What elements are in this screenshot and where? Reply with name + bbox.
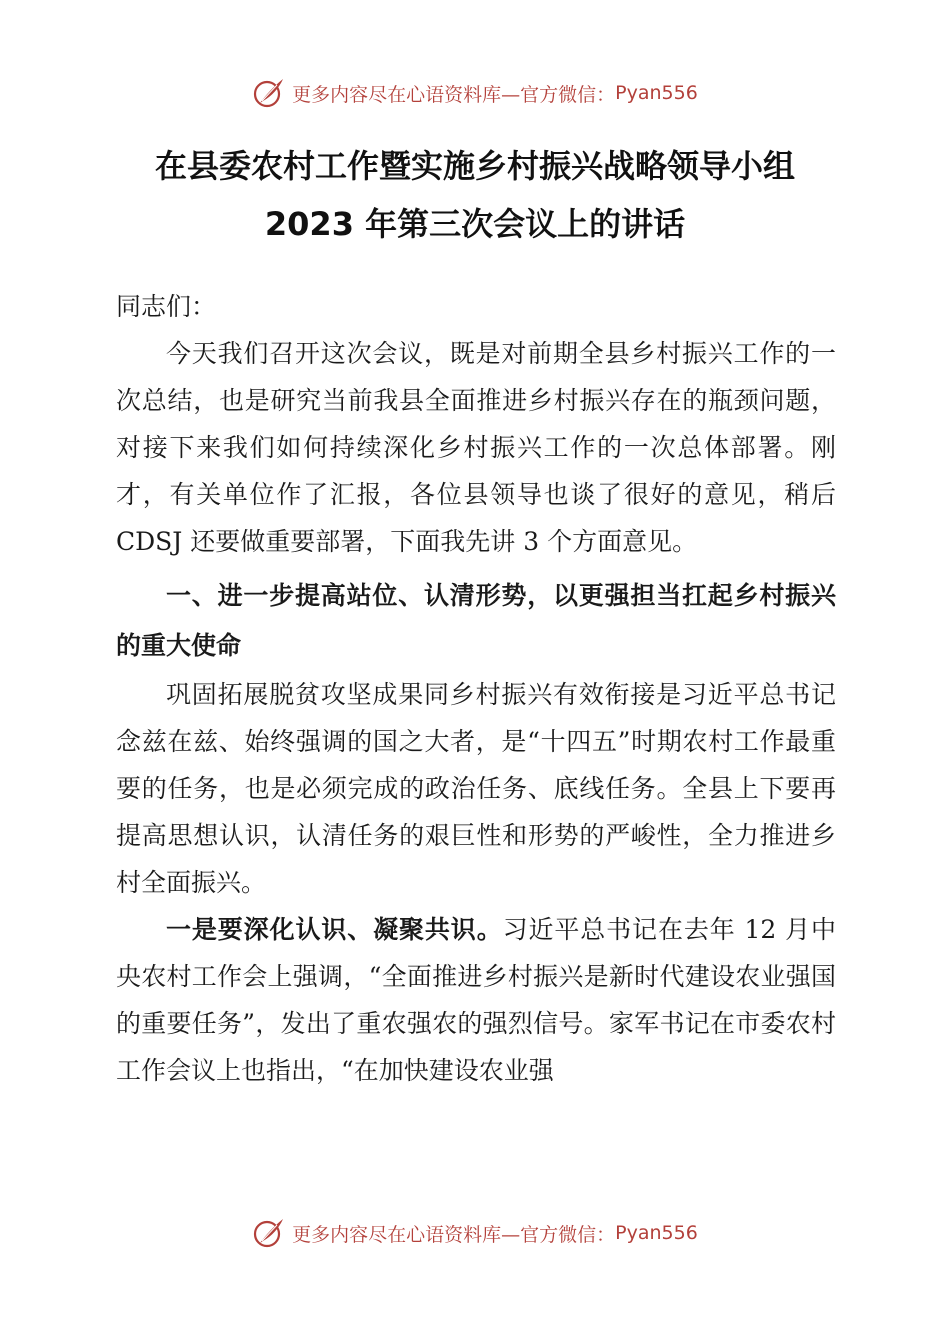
watermark-text: 更多内容尽在心语资料库—官方微信： <box>292 1223 616 1246</box>
watermark-header <box>0 73 950 113</box>
section-1-paragraph: 巩固拓展脱贫攻坚成果同乡村振兴有效衔接是习近平总书记念兹在兹、始终强调的国之大者，是“十四五”时期农村工作最重要的任务，也是必须完成的政治任务、底线任务。全县上下要再提高思想认识，认清任务的艰巨性和形势的严峻性，全力推进乡村全面振兴。 <box>116 680 836 897</box>
salutation: 同志们： <box>116 292 217 321</box>
point-1-paragraph <box>116 906 836 1094</box>
quill-logo-icon <box>252 1216 286 1250</box>
watermark-footer <box>0 1213 950 1253</box>
quill-logo-icon <box>252 76 286 110</box>
point-1-text: 习近平总书记在去年 12 月中央农村工作会上强调，“全面推进乡村振兴是新时代建设农业强国的重要任务”，发出了重农强农的强烈信号。家军书记在市委农村工作会议上也指出，“在加快建设农业强 <box>116 915 836 1085</box>
watermark-wechat-id: Pyan556 <box>615 1222 698 1244</box>
document-title <box>100 137 850 253</box>
document-body <box>116 283 836 1094</box>
point-1-lead: 一是要深化认识、凝聚共识。 <box>166 915 503 944</box>
watermark-wechat-id: Pyan556 <box>615 82 698 104</box>
watermark-text: 更多内容尽在心语资料库—官方微信： <box>292 83 616 106</box>
title-line-1: 在县委农村工作暨实施乡村振兴战略领导小组 <box>154 147 795 185</box>
title-line-2: 2023 年第三次会议上的讲话 <box>264 205 686 243</box>
section-1-heading: 一、进一步提高站位、认清形势，以更强担当扛起乡村振兴的重大使命 <box>116 581 836 660</box>
intro-paragraph: 今天我们召开这次会议，既是对前期全县乡村振兴工作的一次总结，也是研究当前我县全面推进乡村振兴存在的瓶颈问题，对接下来我们如何持续深化乡村振兴工作的一次总体部署。刚才，有关单位作了汇报，各位县领导也谈了很好的意见，稍后 CDSJ 还要做重要部署，下面我先讲 3 个方面意见。 <box>116 339 836 556</box>
